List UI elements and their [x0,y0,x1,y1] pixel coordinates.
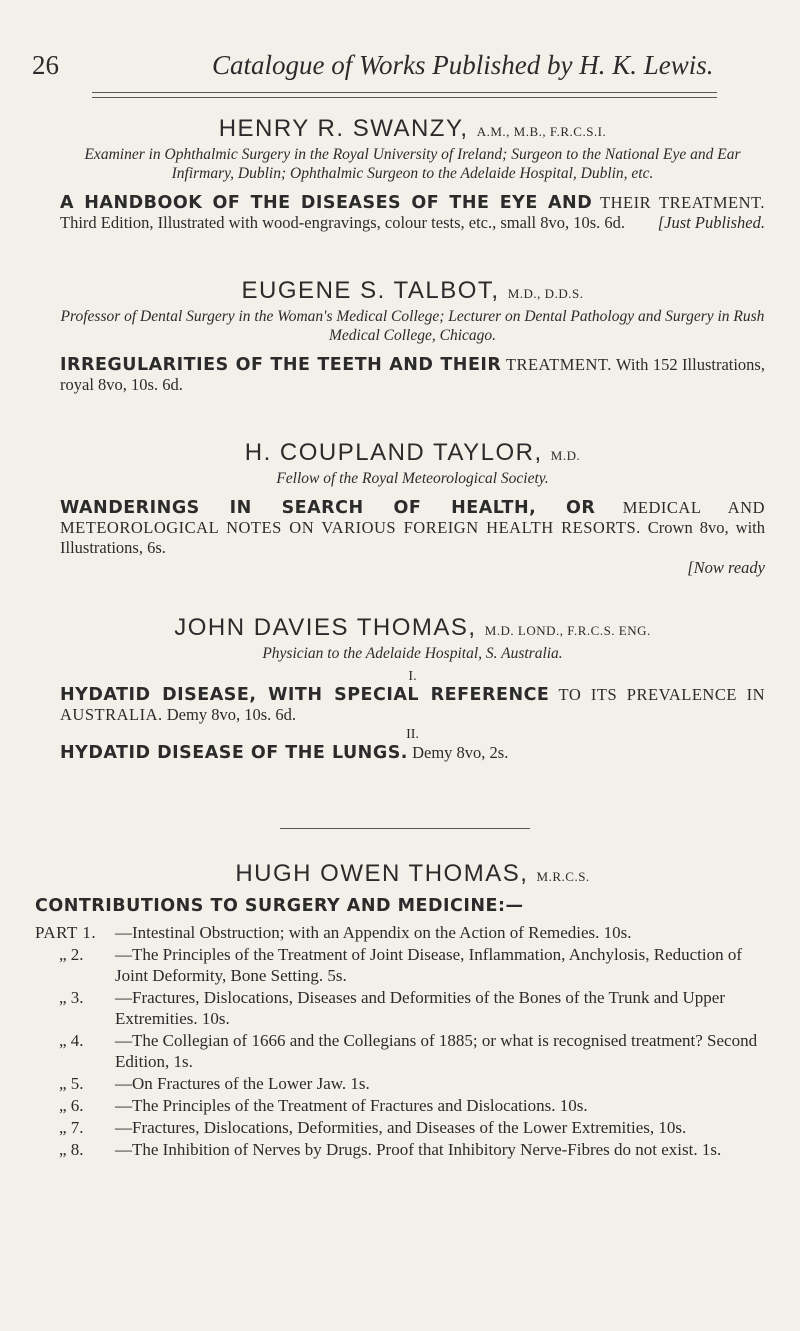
book-title-rest: THEIR TREATMENT. [600,193,766,212]
book-entry [35,896,765,916]
list-item [35,987,765,1029]
book-title: IRREGULARITIES OF THE TEETH AND THEIR [60,355,502,375]
book-details: Demy 8vo, 2s. [412,743,509,762]
part-label: „ 5. [59,1074,84,1093]
parts-list [35,922,765,1160]
author-affiliation: Examiner in Ophthalmic Surgery in the Royal University of Ireland; Surgeon to the National Eye and Ear Infirmary, Dublin; Ophthalmic Surgeon to the Adelaide Hospital, Dublin, etc. [84,146,741,182]
book-entry [60,743,765,763]
author-degrees: M.D., D.D.S. [507,286,584,301]
book-entry [60,355,765,395]
book-details: Crown 8vo, with Illustrations, 6s. [60,518,766,557]
author-degrees: A.M., M.B., F.R.C.S.I. [476,124,607,139]
author-name [60,277,765,305]
author-affiliation: Physician to the Adelaide Hospital, S. Australia. [262,645,563,662]
book-title-rest: TREATMENT. [505,355,612,374]
book-entry [60,498,765,558]
list-item [35,944,765,986]
list-item [35,1073,765,1094]
book-title-rest: TO ITS PREVALENCE IN AUSTRALIA. [60,685,765,724]
entry-talbot [60,277,765,395]
author-name [60,614,765,642]
header-rule-2 [92,97,717,98]
work-numeral: II. [406,727,419,742]
catalogue-content [60,115,765,763]
author-name-text: JOHN DAVIES THOMAS, [174,614,477,641]
part-label: „ 8. [59,1140,84,1159]
book-note: [Just Published. [657,213,765,232]
book-title: CONTRIBUTIONS TO SURGERY AND MEDICINE:— [35,896,524,916]
section-rule [280,828,530,829]
author-affiliation: Fellow of the Royal Meteorological Society. [276,470,549,487]
author-name [60,860,765,888]
entry-swanzy [60,115,765,233]
author-name-text: HUGH OWEN THOMAS, [235,860,529,887]
part-label: „ 7. [59,1118,84,1137]
book-entry [60,193,765,233]
part-label: „ 4. [59,1031,84,1050]
part-text: —On Fractures of the Lower Jaw. 1s. [115,1074,370,1093]
part-text: —The Inhibition of Nerves by Drugs. Proof that Inhibitory Nerve-Fibres do not exist. 1s. [115,1140,722,1159]
part-label: „ 2. [59,945,84,964]
running-title: Catalogue of Works Published by H. K. Lewis. [212,50,714,80]
entry-davies-thomas [60,614,765,763]
author-name-text: HENRY R. SWANZY, [218,115,469,142]
list-item [35,1095,765,1116]
list-item [35,1117,765,1138]
part-label: PART 1. [35,923,97,942]
author-name-text: H. COUPLAND TAYLOR, [244,439,543,466]
catalogue-content-2 [35,860,765,1161]
part-text: —Fractures, Dislocations, Diseases and Deformities of the Bones of the Trunk and Upper Extremities. 10s. [115,988,725,1028]
work-numeral: I. [408,669,417,684]
author-degrees: M.D. [550,448,581,463]
list-item [35,1030,765,1072]
entry-taylor [60,439,765,578]
part-label: „ 6. [59,1096,84,1115]
author-name [60,115,765,143]
part-text: —Intestinal Obstruction; with an Appendix on the Action of Remedies. 10s. [115,923,632,942]
book-details: With 152 Illustrations, royal 8vo, 10s. 6d. [60,355,765,394]
part-text: —The Principles of the Treatment of Fractures and Dislocations. 10s. [115,1096,588,1115]
author-name-text: EUGENE S. TALBOT, [241,277,500,304]
book-title: A HANDBOOK OF THE DISEASES OF THE EYE AND [60,193,593,213]
book-title: HYDATID DISEASE, WITH SPECIAL REFERENCE [60,685,550,705]
list-item [35,922,765,943]
part-text: —The Collegian of 1666 and the Collegians of 1885; or what is recognised treatment? Second Edition, 1s. [115,1031,758,1071]
author-name [60,439,765,467]
book-details: Third Edition, Illustrated with wood-engravings, colour tests, etc., small 8vo, 10s. 6d. [60,213,626,232]
book-note: [Now ready [687,558,765,577]
book-title-rest: MEDICAL AND METEOROLOGICAL NOTES ON VARIOUS FOREIGN HEALTH RESORTS. [60,498,765,537]
page-number: 26 [32,50,59,80]
book-title: WANDERINGS IN SEARCH OF HEALTH, OR [60,498,596,518]
book-title: HYDATID DISEASE OF THE LUNGS. [60,743,408,763]
header-rule [92,92,717,93]
list-item [35,1139,765,1160]
entry-owen-thomas [35,860,765,1160]
author-affiliation: Professor of Dental Surgery in the Woman's Medical College; Lecturer on Dental Pathology and Surgery in Rush Medical College, Chicago. [60,308,765,344]
part-text: —The Principles of the Treatment of Joint Disease, Inflammation, Anchylosis, Reduction of Joint Deformity, Bone Setting. 5s. [115,945,743,985]
book-entry [60,685,765,725]
author-degrees: M.D. LOND., F.R.C.S. ENG. [484,623,651,638]
author-degrees: M.R.C.S. [536,869,590,884]
book-details: Demy 8vo, 10s. 6d. [166,705,296,724]
part-text: —Fractures, Dislocations, Deformities, and Diseases of the Lower Extremities, 10s. [115,1118,687,1137]
part-label: „ 3. [59,988,84,1007]
